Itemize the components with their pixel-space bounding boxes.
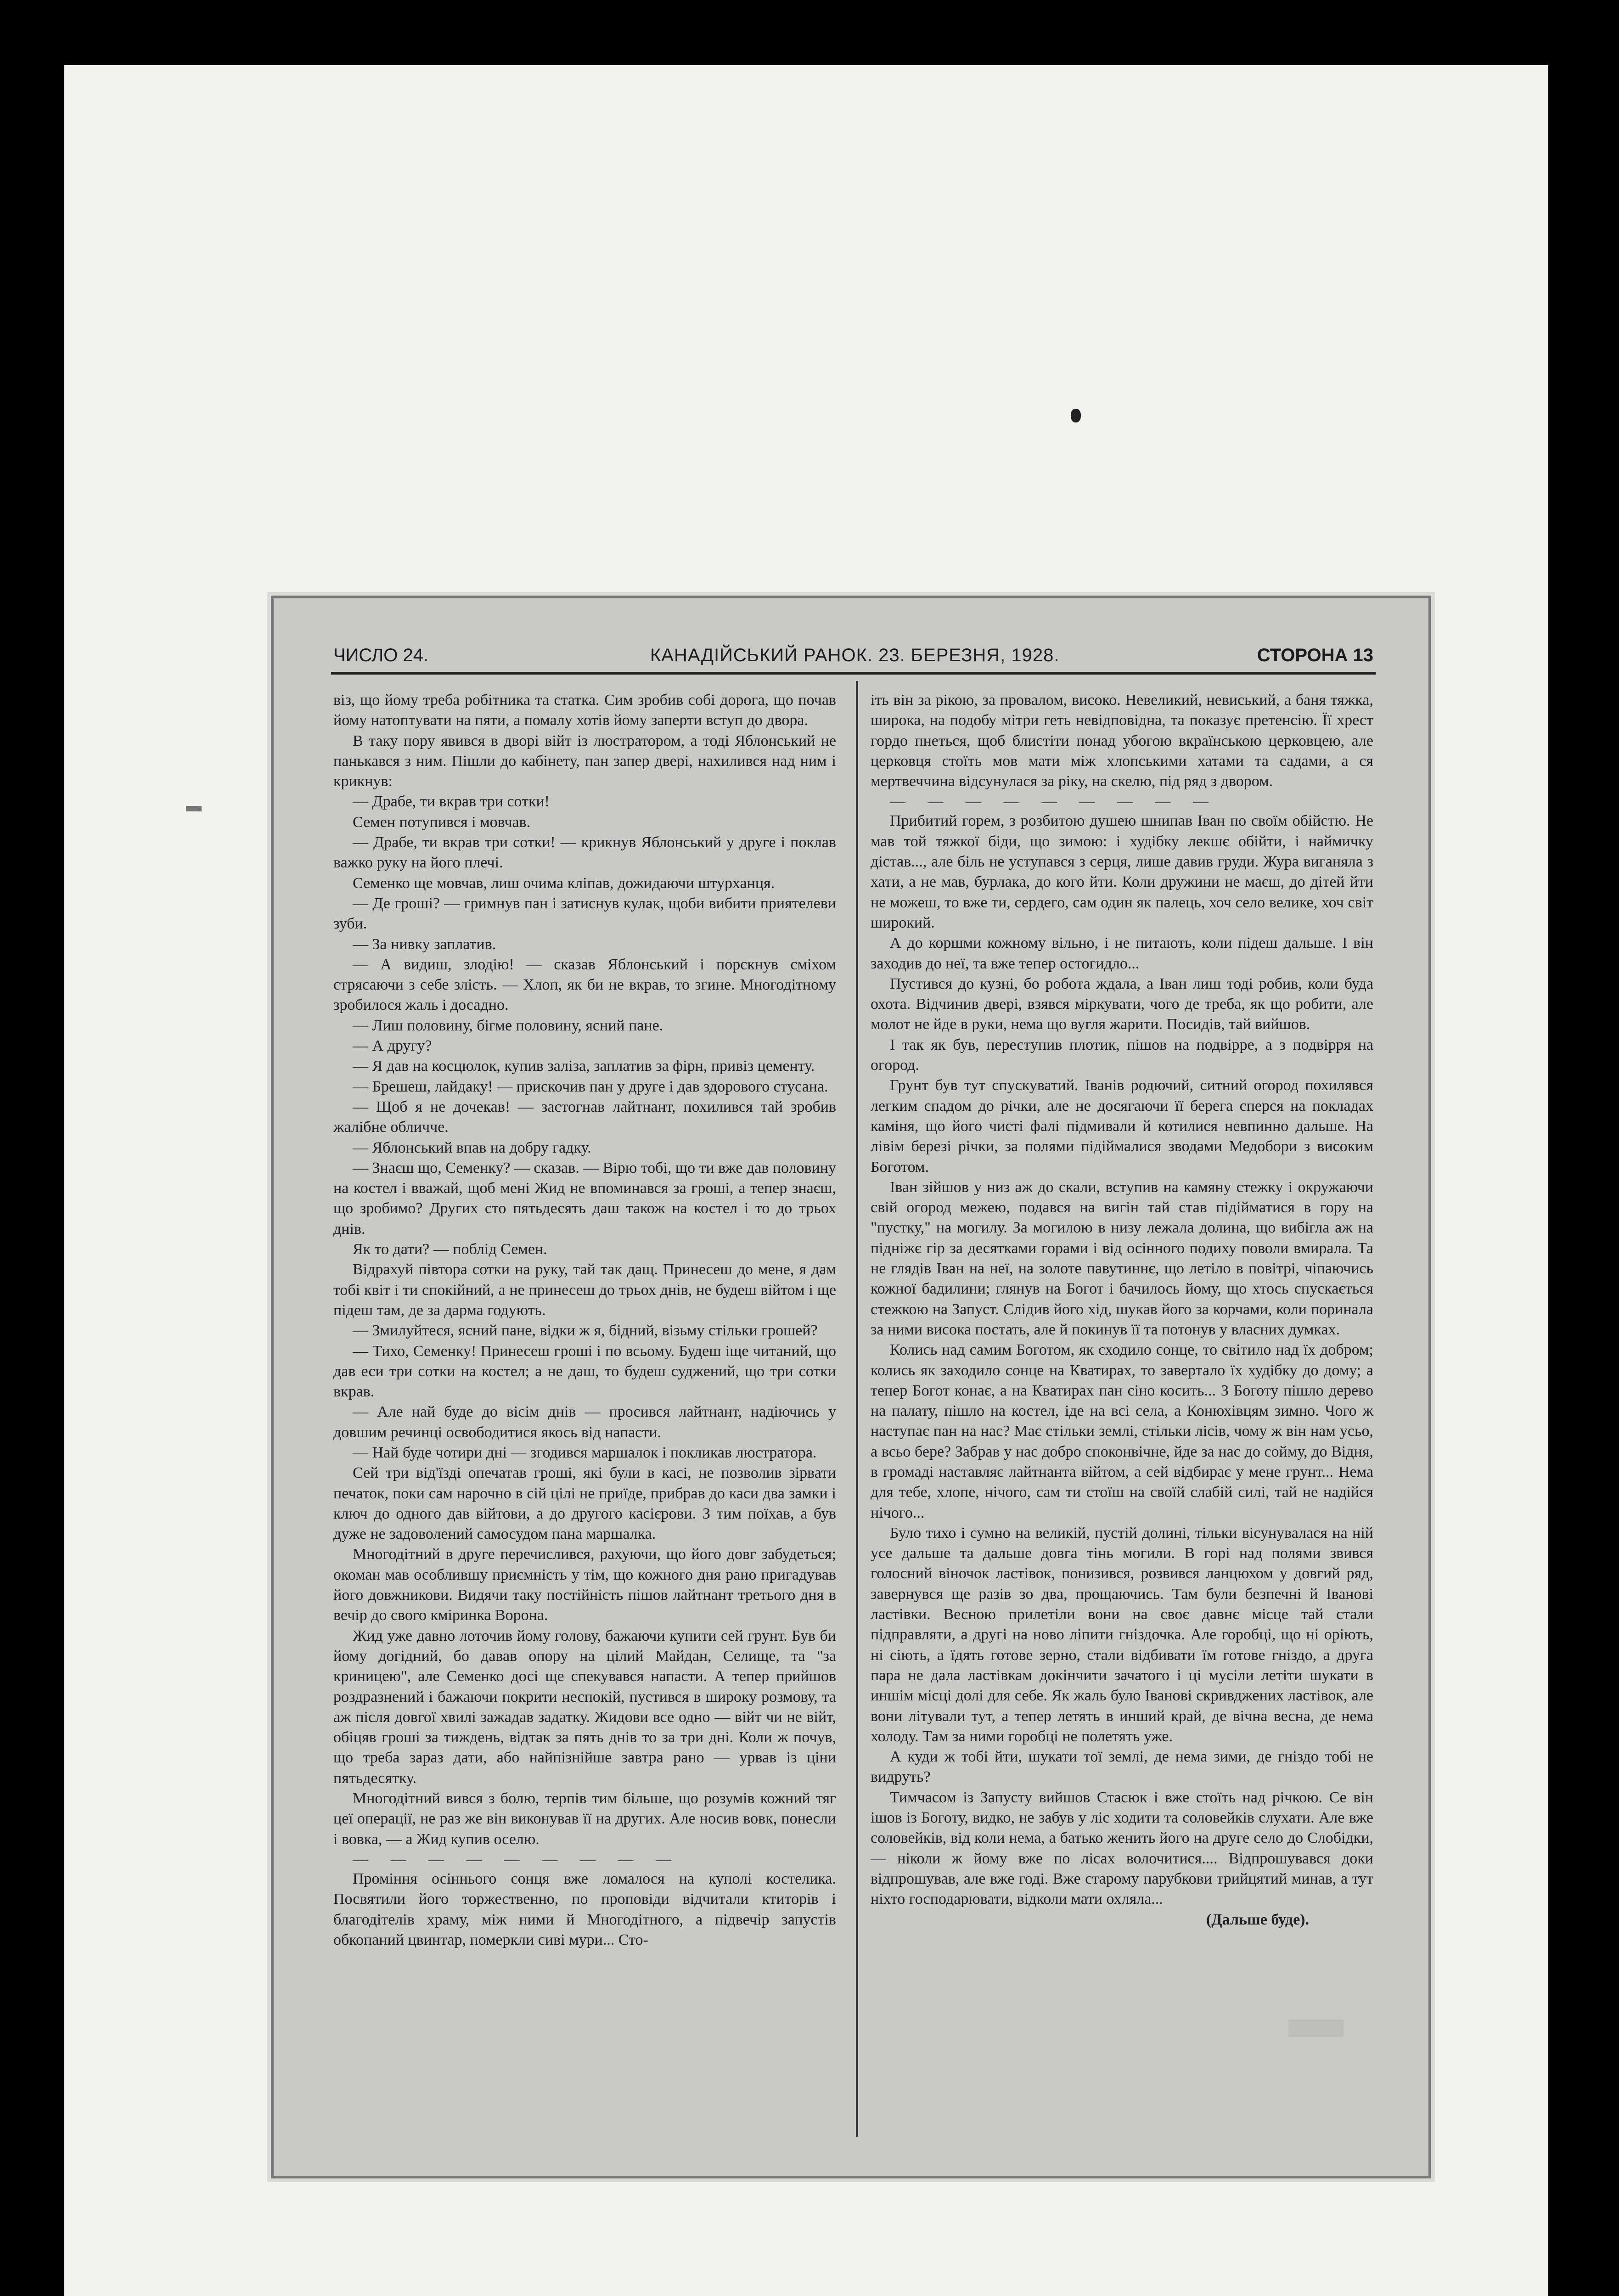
paragraph: — Де гроші? — гримнув пан і затиснув кулак, щоби вибити приятелеви зуби. bbox=[333, 895, 836, 933]
section-break: — — — — — — — — — bbox=[890, 793, 1218, 810]
paragraph: Тимчасом із Запусту вийшов Стасюк і вже стоїть над річкою. Се він ішов із Боготу, видко, не забув у ліс ходити та соловейків слухати. Але вже соловейків, від коли нема, а батько женить його на друге село до Слобідки, — ніколи ж йому вже по лісах волочитися.... Відпрошувався доки відпрошував, але вже годі. Вже старому парубкови трийцятий минав, а тут ніхто господарювати, відколи мати охляла... bbox=[871, 1789, 1373, 1908]
paragraph: Семенко ще мовчав, лиш очима кліпав, дожидаючи штурханця. bbox=[353, 874, 775, 892]
right-column bbox=[871, 690, 1373, 2118]
newspaper-title-date: КАНАДІЙСЬКИЙ РАНОК. 23. БЕРЕЗНЯ, 1928. bbox=[650, 645, 1060, 665]
paragraph: Сей три від'їзді опечатав гроші, які були в касі, не позволив зірвати печаток, поки сам нарочно в сій цілі не приїде, прибрав до каси два замки і ключ до одного дав війтови, а до другого касієрови. З тим поїхав, а був дуже не задоволений самосудом пана маршалка. bbox=[333, 1464, 836, 1543]
paragraph: Колись над самим Боготом, як сходило сонце, то світило над їх добром; колись як заходило сонце на Кватирах, то завертало їх худібку до дому; а тепер Богот конає, а на Кватирах пан сіно косить... З Боготу пішло дерево на палату, пішло на костел, іде на всі села, а Конюхівцям зимно. Чого ж наступає пан на нас? Має стільки землі, стільки лісів, чому ж він нам усьо, а всьо бере? Забрав у нас добро споконвічне, йде за нас до сойму, до Відня, в громаді наставляє лайтнанта війтом, а сей відбирає у мене грунт... Нема для тебе, хлопе, нічого, сам ти стоїш на своїй слабій силі, тай не надійся нічого... bbox=[871, 1341, 1373, 1521]
page-header bbox=[333, 645, 1373, 673]
paragraph: — Змилуйтеся, ясний пане, відки ж я, бідний, візьму стільки грошей? bbox=[353, 1322, 818, 1339]
film-dust-spot bbox=[1071, 409, 1081, 422]
paragraph: Грунт був тут спускуватий. Іванів родючий, ситний огород похилявся легким спадом до річки, але не досягаючи її берега сперся на покладах каміня, що його чисті фалі підмивали й котилися невпинно дальше. На лівім березі річки, за полями підіймалися зводами Медобори з високим Боготом. bbox=[871, 1077, 1373, 1176]
paragraph: віз, що йому треба робітника та статка. Сим зробив собі дорога, що почав йому натоптувати на пяти, а помалу хотів йому заперти вступ до двора. bbox=[333, 692, 836, 729]
paragraph: — Щоб я не дочекав! — застогнав лайтнант, похилився тай зробив жалібне обличче. bbox=[333, 1098, 836, 1136]
paragraph: Іван зійшов у низ аж до скали, вступив на камяну стежку і окружаючи свій огород межею, подався на вигін тай став підійматися в гору на "пустку," на могилу. За могилою в низу лежала долина, що вибігла аж на підніжє гір за десятками горами і від осінного подиху поволи вмирала. Та не глядів Іван на неї, на золоте павутиннє, що летіло в повітрі, чіпаючись кожної бадилини; глянув на Богот і бачилось йому, що хтось спускається стежкою на Запуст. Слідив його хід, шукав його за корчами, коли поринала за ними висока постать, але й покинув її та потонув у власних думках. bbox=[871, 1178, 1373, 1338]
paragraph: Як то дати? — поблід Семен. bbox=[353, 1241, 547, 1258]
paragraph: В таку пору явився в дворі війт із люстратором, а тоді Яблонський не панькався з ним. Пішли до кабінету, пан запер двері, нахилився над ним і крикнув: bbox=[333, 732, 836, 790]
paragraph: А куди ж тобі йти, шукати тої землі, де нема зими, де гніздо тобі не видруть? bbox=[871, 1748, 1373, 1786]
paragraph: — Але най буде до вісім днів — просився лайтнант, надіючись у довшим речинці освободитися якось від напасти. bbox=[333, 1403, 836, 1441]
paragraph: — Знаєш що, Семенку? — сказав. — Вірю тобі, що ти вже дав половину на костел і вважай, щоб мені Жид не впоминався за гроші, а тепер знаєш, що зробимо? Других сто пятьдесять даш також на костел і то до трьох днів. bbox=[333, 1159, 836, 1238]
paragraph: Було тихо і сумно на великій, пустій долині, тільки вісунувалася на ній усе дальше та дальше довга тінь могили. В горі над полями звився голосний віночок ластівок, понизився, розвився ланцюхом у довгий ряд, завернувся ще разів зо два, прощаючись. Там були безпечні й Іванові ластівки. Весною прилетіли вони на своє давнє місце тай стали підправляти, а другі на ново ліпити гніздочка. Але горобці, що ні оріють, ні сіють, а їдять готове зерно, стали відбивати їм готове гніздо, а друга пара не дала ластівкам докінчити зачатого і ці мусіли летіти шукати в иншім місці долі для себе. Як жаль було Іванові скривджених ластівок, але вони літували тут, а тепер летять в инший край, де вічна весна, де нема холоду. Там за ними горобці не полетять уже. bbox=[871, 1524, 1373, 1745]
page-number: СТОРОНА 13 bbox=[1257, 645, 1373, 665]
paragraph: Семен потупився і мовчав. bbox=[353, 813, 531, 831]
paragraph: Проміння осіннього сонця вже ломалося на куполі костелика. Посвятили його торжественно, по проповіди відчитали ктиторів і благодітелів храму, між ними й Многодітного, а підвечір запустів обкопаний цвинтар, померкли сиві мури... Сто- bbox=[333, 1870, 836, 1948]
paragraph: — Тихо, Семенку! Принесеш гроші і по всьому. Будеш іще читаний, що дав еси три сотки на костел; а не даш, то будеш суджений, що три сотки вкрав. bbox=[333, 1342, 836, 1401]
paragraph: — Най буде чотири дні — згодився маршалок і покликав люстратора. bbox=[353, 1444, 817, 1461]
paragraph: — Драбе, ти вкрав три сотки! bbox=[353, 793, 550, 810]
paragraph: Пустився до кузні, бо робота ждала, а Іван лиш тоді робив, коли буда охота. Відчинив двері, взявся міркувати, чого де треба, як що робити, але молот не йде в руки, нема що вугля жарити. Посидів, тай вийшов. bbox=[871, 975, 1373, 1033]
paragraph: А до коршми кожному вільно, і не питають, коли підеш дальше. І він заходив до неї, та вже тепер остогидло... bbox=[871, 934, 1373, 972]
paragraph: Жид уже давно лоточив йому голову, бажаючи купити сей грунт. Був би йому догідний, бо давав опору на цілий Майдан, Селище, та "за криницею", але Семенко досі ще спекувався напасти. А тепер прийшов роздразнений і бажаючи покрити неспокій, пустився в широку розмову, та аж після довгої хвилі зажадав задатку. Жидови все одно — війт чи не війт, обіцяв гроші за тиждень, відтак за пять днів то за три дні. Коли ж почув, що треба зараз дати, або найпізнійше завтра рано — урвав із ціни пятьдесятку. bbox=[333, 1627, 836, 1787]
paragraph: Відрахуй півтора сотки на руку, тай так дащ. Принесеш до мене, я дам тобі квіт і ти спокійний, а не принесеш до трьох днів, не будеш війтом і ще підеш там, де за дарма годують. bbox=[333, 1261, 836, 1319]
paragraph: І так як був, переступив плотик, пішов на подвірре, а з подвірря на огород. bbox=[871, 1036, 1373, 1074]
issue-number: ЧИСЛО 24. bbox=[333, 645, 429, 665]
left-column bbox=[333, 690, 836, 2118]
paragraph: — За нивку заплатив. bbox=[353, 935, 496, 953]
newspaper-page bbox=[271, 596, 1431, 2178]
paragraph: — Я дав на косцюлок, купив заліза, заплатив за фірн, привіз цементу. bbox=[353, 1058, 815, 1075]
paragraph: — Яблонський впав на добру гадку. bbox=[353, 1139, 591, 1156]
paragraph: — А видиш, злодію! — сказав Яблонський і порскнув сміхом стрясаючи з себе злість. — Хлоп, як би не вкрав, то згине. Многодітному зробилося жаль і досадно. bbox=[333, 956, 836, 1014]
paragraph: Многодітний в друге перечислився, рахуючи, що його довг забудеться; окоман мав особлившу приємність у тім, що кожного дня рано пригадував його довжникови. Видячи таку постійність пішов лайтнант третього дня в вечір до свого кміринка Ворона. bbox=[333, 1546, 836, 1624]
page-scuff bbox=[1288, 2020, 1344, 2037]
paragraph: Прибитий горем, з розбитою душею шнипав Іван по своїм обійстю. Не мав той тяжкої біди, що зимою: і худібку лекшє обійти, і наймичку дістав..., але біль не уступався з серця, лише давив груди. Жура виганяла з хати, а не мав, бурлака, до кого йти. Коли дружини не маєш, до дітей йти не можеш, то вже ти, сердего, сам один як палець, хоч село велике, хоч світ широкий. bbox=[871, 812, 1373, 931]
paragraph: — Лиш половину, бігме половину, ясний пане. bbox=[353, 1017, 663, 1034]
paragraph: — Драбе, ти вкрав три сотки! — крикнув Яблонський у друге і поклав важко руку на його плечі. bbox=[333, 834, 836, 872]
paragraph: іть він за рікою, за провалом, високо. Невеликий, невиський, а баня тяжка, широка, на подобу мітри геть невідповідна, та показує претенсію. Її хрест гордо пнеться, щоб блистіти понад убогою вкраїнською церковцею, але церковця стоїть мов мати між хлопськими хатами та садами, а ся мертвеччина відсунулася за ріку, на скелю, під ряд з двором. bbox=[871, 692, 1373, 790]
header-rule bbox=[331, 672, 1376, 675]
continued-note: (Дальше буде). bbox=[1206, 1911, 1309, 1928]
column-divider bbox=[856, 681, 858, 2137]
paragraph: Многодітний вився з болю, терпів тим більше, що розумів кожний тяг цеї операції, не раз же він виконував її на других. Але носив вовк, понесли і вовка, — а Жид купив оселю. bbox=[333, 1790, 836, 1848]
paragraph: — Брешеш, лайдаку! — прискочив пан у друге і дав здорового стусана. bbox=[353, 1078, 828, 1095]
film-edge-mark bbox=[186, 806, 202, 811]
paragraph: — А другу? bbox=[353, 1037, 432, 1055]
section-break: — — — — — — — — — bbox=[353, 1851, 680, 1868]
